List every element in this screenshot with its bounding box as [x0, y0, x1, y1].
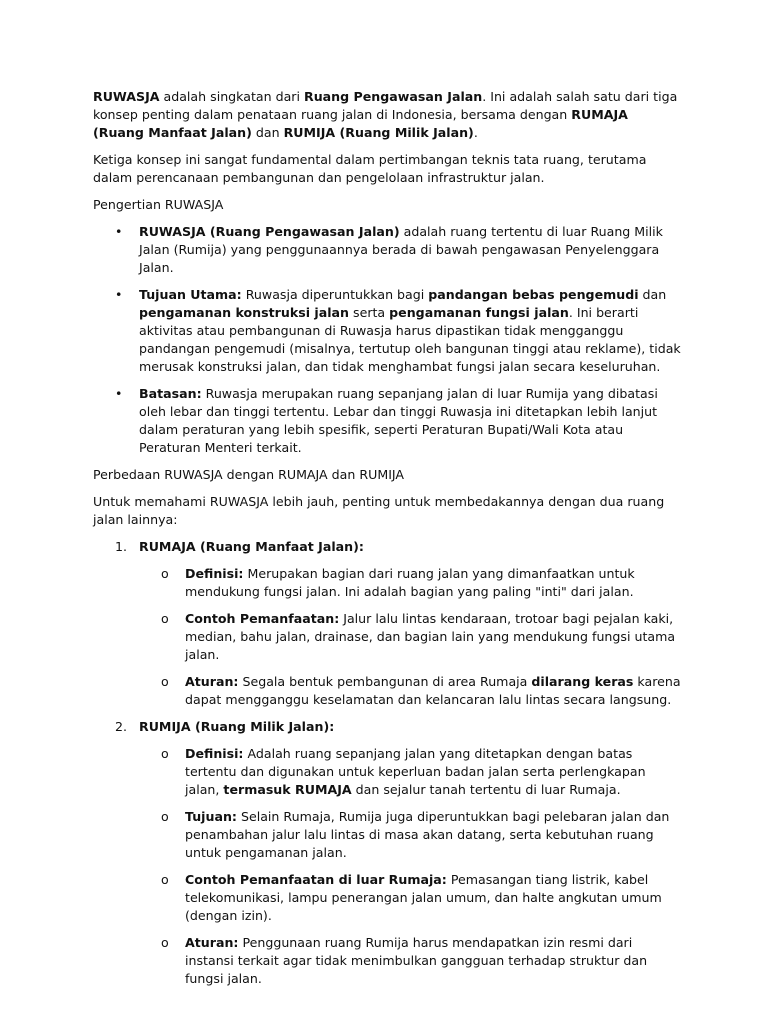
term-ruwasja: RUWASJA: [93, 89, 160, 104]
sub-list-item: [139, 871, 683, 925]
term-rumija: RUMIJA (Ruang Milik Jalan): [283, 125, 474, 140]
circle-bullet-icon: o: [161, 611, 169, 626]
text-run: . Ini berarti aktivitas atau pembangunan di Ruwasja harus dipastikan tidak mengganggu pandangan pengemudi (misalnya, tertutup oleh bangunan tinggi atau reklame), tidak merusak konstruksi jalan, dan tidak menghambat fungsi jalan secara keseluruhan.: [139, 305, 681, 374]
intro-paragraph-2: Ketiga konsep ini sangat fundamental dalam pertimbangan teknis tata ruang, terutama dalam perencanaan pembangunan dan pengelolaan infrastruktur jalan.: [93, 152, 647, 185]
bold-run: Tujuan:: [185, 809, 237, 824]
bold-run: termasuk RUMAJA: [223, 782, 352, 797]
section-heading-pengertian: Pengertian RUWASJA: [93, 197, 224, 212]
text-run: dan: [251, 125, 284, 140]
bold-run: RUWASJA (Ruang Pengawasan Jalan): [139, 224, 400, 239]
text-run: Segala bentuk pembangunan di area Rumaja: [238, 674, 532, 689]
text-run: Adalah ruang sepanjang jalan yang ditetapkan dengan batas tertentu dan digunakan untuk keperluan badan jalan serta perlengkapan jalan,: [185, 746, 646, 797]
list-item-title: RUMAJA (Ruang Manfaat Jalan):: [139, 539, 364, 554]
comparison-list: [93, 538, 683, 988]
bold-run: Aturan:: [185, 674, 239, 689]
bold-run: Contoh Pemanfaatan di luar Rumaja:: [185, 872, 447, 887]
bullet-icon: •: [115, 287, 123, 302]
list-item: [93, 385, 683, 457]
text-run: Selain Rumaja, Rumija juga diperuntukkan bagi pelebaran jalan dan penambahan jalur lalu lintas di masa akan datang, serta kebutuhan ruang untuk pengamanan jalan.: [185, 809, 670, 860]
circle-bullet-icon: o: [161, 935, 169, 950]
text-run: Pemasangan tiang listrik, kabel telekomunikasi, lampu penerangan jalan umum, dan halte angkutan umum (dengan izin).: [185, 872, 662, 923]
list-item-title: RUMIJA (Ruang Milik Jalan):: [139, 719, 335, 734]
circle-bullet-icon: o: [161, 746, 169, 761]
text-run: karena dapat mengganggu keselamatan dan kelancaran lalu lintas secara langsung.: [185, 674, 681, 707]
bold-run: Aturan:: [185, 935, 239, 950]
list-item: [93, 223, 683, 277]
text-run: . Ini adalah salah satu dari tiga konsep penting dalam penataan ruang jalan di Indonesia, bersama dengan: [93, 89, 678, 122]
bold-run: Definisi:: [185, 566, 244, 581]
list-item-rumija: [93, 718, 683, 988]
text-run: Ruwasja merupakan ruang sepanjang jalan di luar Rumija yang dibatasi oleh lebar dan tinggi tertentu. Lebar dan tinggi Ruwasja ini ditetapkan lebih lanjut dalam peraturan yang lebih spesifik, seperti Peraturan Bupati/Wali Kota atau Peraturan Menteri terkait.: [139, 386, 658, 455]
circle-bullet-icon: o: [161, 809, 169, 824]
bold-run: pandangan bebas pengemudi: [428, 287, 639, 302]
list-item: [93, 286, 683, 376]
sub-list-item: [139, 808, 683, 862]
text-run: .: [473, 125, 478, 140]
bold-run: dilarang keras: [531, 674, 634, 689]
bullet-icon: •: [115, 386, 123, 401]
list-item-rumaja: [93, 538, 683, 709]
bullet-icon: •: [115, 224, 123, 239]
sub-list-item: [139, 934, 683, 988]
text-run: dan sejalur tanah tertentu di luar Rumaja.: [351, 782, 621, 797]
section-intro-paragraph: Untuk memahami RUWASJA lebih jauh, penting untuk membedakannya dengan dua ruang jalan lainnya:: [93, 494, 665, 527]
bold-run: pengamanan konstruksi jalan: [139, 305, 349, 320]
text-run: adalah ruang tertentu di luar Ruang Milik Jalan (Rumija) yang penggunaannya berada di bawah pengawasan Penyelenggara Jalan.: [139, 224, 663, 275]
circle-bullet-icon: o: [161, 872, 169, 887]
text-run: Jalur lalu lintas kendaraan, trotoar bagi pejalan kaki, median, bahu jalan, drainase, dan bagian lain yang mendukung fungsi utama jalan.: [185, 611, 676, 662]
bold-run: pengamanan fungsi jalan: [389, 305, 569, 320]
text-run: Merupakan bagian dari ruang jalan yang dimanfaatkan untuk mendukung fungsi jalan. Ini adalah bagian yang paling "inti" dari jalan.: [185, 566, 635, 599]
text-run: serta: [349, 305, 390, 320]
sub-list-item: [139, 673, 683, 709]
text-run: Penggunaan ruang Rumija harus mendapatkan izin resmi dari instansi terkait agar tidak menimbulkan gangguan terhadap struktur dan fungsi jalan.: [185, 935, 648, 986]
sub-list-item: [139, 610, 683, 664]
document-page: [93, 88, 683, 997]
bold-run: Batasan:: [139, 386, 202, 401]
bold-run: Tujuan Utama:: [139, 287, 242, 302]
circle-bullet-icon: o: [161, 566, 169, 581]
definition-list: [93, 223, 683, 457]
term-ruwasja-full: Ruang Pengawasan Jalan: [304, 89, 483, 104]
sub-list: [139, 565, 683, 709]
bold-run: Definisi:: [185, 746, 244, 761]
text-run: dan: [638, 287, 667, 302]
list-number: 1.: [115, 539, 128, 554]
term-rumaja: RUMAJA (Ruang Manfaat Jalan): [93, 107, 628, 140]
list-number: 2.: [115, 719, 128, 734]
circle-bullet-icon: o: [161, 674, 169, 689]
text-run: Ruwasja diperuntukkan bagi: [241, 287, 429, 302]
sub-list-item: [139, 565, 683, 601]
section-heading-perbedaan: Perbedaan RUWASJA dengan RUMAJA dan RUMIJA: [93, 467, 405, 482]
intro-paragraph-1: [93, 88, 683, 142]
bold-run: Contoh Pemanfaatan:: [185, 611, 340, 626]
sub-list: [139, 745, 683, 988]
sub-list-item: [139, 745, 683, 799]
text-run: adalah singkatan dari: [159, 89, 304, 104]
